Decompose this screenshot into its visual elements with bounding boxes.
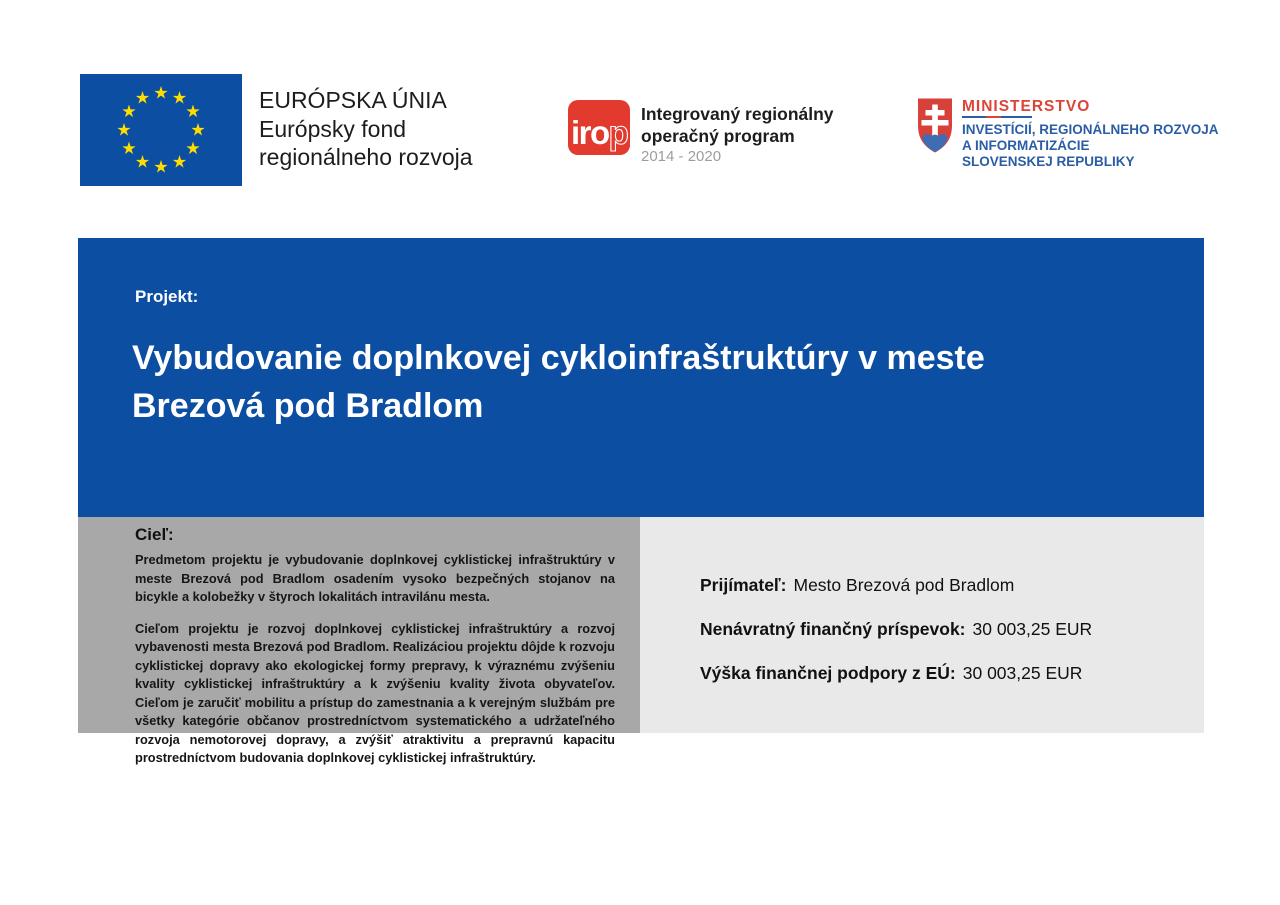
ministry-line1: INVESTÍCIÍ, REGIONÁLNEHO ROZVOJA [962,122,1219,137]
irop-text-line2: operačný program [641,126,795,146]
irop-word-red: p [608,114,628,151]
beneficiary-value: Mesto Brezová pod Bradlom [793,575,1015,595]
irop-logo-icon [568,100,630,155]
project-title-line1: Vybudovanie doplnkovej cykloinfraštruktúry v meste [132,339,985,377]
grant-value: 30 003,25 EUR [972,619,1093,639]
ministry-rule [962,116,1032,118]
goal-paragraph-1: Predmetom projektu je vybudovanie doplnkovej cyklistickej infraštruktúry v meste Brezová pod Bradlom osadením vysoko bezpečných stojanov na bicykle a kolobežky v štyroch lokalitách intravilánu mesta. [135,552,615,604]
eu-support-row [700,663,1174,684]
eu-fund-text [259,86,473,172]
goal-box [78,517,640,765]
ministry-lines [962,122,1219,170]
ministry-line3: SLOVENSKEJ REPUBLIKY [962,154,1135,169]
project-title-line2: Brezová pod Bradlom [132,387,484,425]
ministry-text-block [962,99,1219,170]
eu-text-line3: regionálneho rozvoja [259,144,473,170]
ministry-title: MINISTERSTVO [962,98,1091,115]
grant-row [700,619,1174,640]
eu-text-line2: Európsky fond [259,115,407,142]
details-box [640,517,1204,733]
project-banner [78,238,1204,517]
irop-logo-word [571,116,627,149]
goal-paragraph-2: Cieľom projektu je rozvoj doplnkovej cyklistickej infraštruktúry a rozvoj vybavenosti mesta Brezová pod Bradlom. Realizáciou projektu dôjde k rozvoju cyklistickej dopravy ako ekologickej formy prepravy, k výraznému zvýšeniu kvality cyklistickej infraštruktúry a k zvýšeniu kvality života obyvateľov. Cieľom je zaručiť mobilitu a prístup do zamestnania a k verejným službám pre všetky kategórie občanov prostredníctvom systematického a udržateľného rozvoja nemotorovej dopravy, a zvýšiť atraktivitu a prepravnú kapacitu prostredníctvom budovania doplnkovej cyklistickej infraštruktúry. [135,620,615,765]
eu-support-label: Výška finančnej podpory z EÚ: [700,663,956,683]
project-title [132,334,985,430]
irop-program-text [641,103,834,167]
grant-label: Nenávratný finančný príspevok: [700,619,966,639]
eu-flag-icon [80,74,242,186]
eu-text-line1: EURÓPSKA ÚNIA [259,87,447,113]
beneficiary-label: Prijímateľ: [700,575,787,595]
beneficiary-row [700,575,1174,596]
goal-heading: Cieľ: [135,525,174,544]
eu-support-value: 30 003,25 EUR [962,663,1083,683]
ministry-line2: A INFORMATIZÁCIE [962,138,1090,153]
project-label: Projekt: [135,287,199,306]
irop-word-white: iro [571,114,609,151]
slovak-coat-of-arms-icon [915,97,955,155]
irop-text-line1: Integrovaný regionálny [641,104,834,124]
irop-period: 2014 - 2020 [641,148,722,165]
